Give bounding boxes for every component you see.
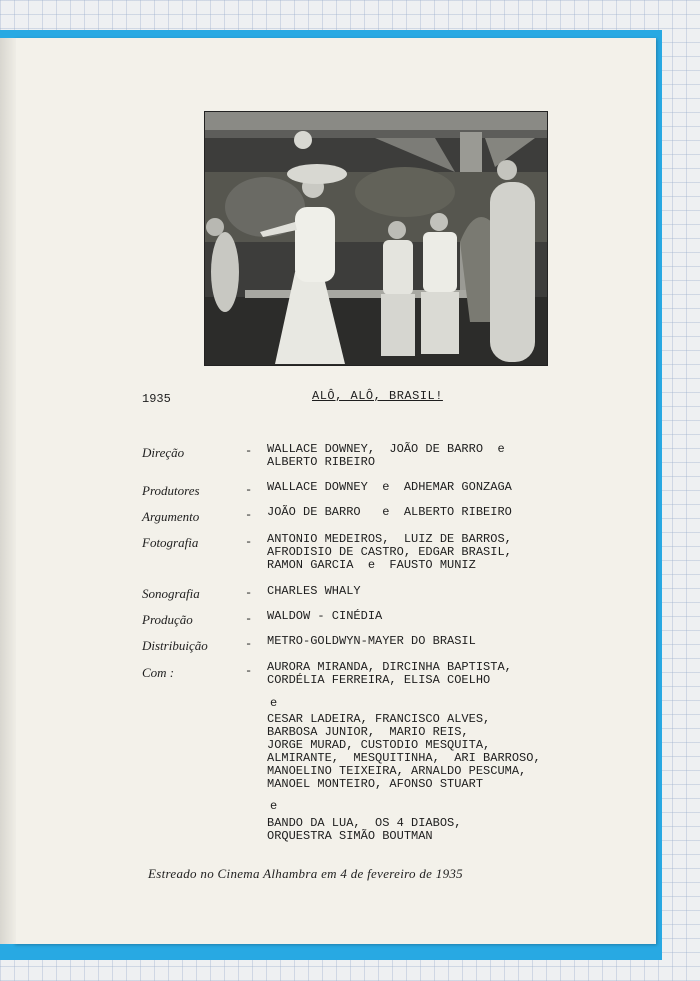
credit-dash: - [245, 637, 253, 651]
credit-value-sound: CHARLES WHALY [267, 584, 361, 598]
credit-label-distribution: Distribuição [142, 638, 208, 653]
credit-dash: - [245, 444, 253, 458]
credit-value-production: WALDOW - CINÉDIA [267, 609, 383, 623]
credit-value-cast: AURORA MIRANDA, DIRCINHA BAPTISTA, CORDÉLIA FERREIRA, ELISA COELHO [267, 660, 512, 687]
premiere-note: Estreado no Cinema Alhambra em 4 de fevereiro de 1935 [148, 866, 463, 881]
credit-label-producers: Produtores [142, 483, 200, 498]
film-title: ALÔ, ALÔ, BRASIL! [312, 389, 443, 403]
credit-label-sound: Sonografia [142, 586, 200, 601]
credit-label-production: Produção [142, 612, 193, 627]
credit-value-distribution: METRO-GOLDWYN-MAYER DO BRASIL [267, 634, 476, 648]
credit-dash: - [245, 586, 253, 600]
credit-dash: - [245, 664, 253, 678]
credit-dash: - [245, 612, 253, 626]
credit-label-photography: Fotografia [142, 535, 199, 550]
cast-conjunction: e [270, 799, 278, 813]
cast-group-3: BANDO DA LUA, OS 4 DIABOS, ORQUESTRA SIMÃO BOUTMAN [267, 816, 462, 843]
credit-label-direction: Direção [142, 445, 185, 460]
cast-conjunction: e [270, 696, 278, 710]
credit-value-producers: WALLACE DOWNEY e ADHEMAR GONZAGA [267, 480, 512, 494]
credit-label-screenplay: Argumento [142, 509, 200, 524]
credit-label-cast: Com : [142, 665, 175, 680]
film-year: 1935 [142, 392, 171, 406]
credit-dash: - [245, 535, 253, 549]
binding-fold [0, 38, 16, 944]
cast-group-2: CESAR LADEIRA, FRANCISCO ALVES, BARBOSA JUNIOR, MARIO REIS, JORGE MURAD, CUSTODIO MESQUITA, ALMIRANTE, MESQUITINHA, ARI BARROSO, MANOELINO TEIXEIRA, ARNALDO PESCUMA, MANOEL MONTEIRO, AFONSO STUART [267, 712, 541, 791]
credit-dash: - [245, 483, 253, 497]
credit-value-photography: ANTONIO MEDEIROS, LUIZ DE BARROS, AFRODISIO DE CASTRO, EDGAR BRASIL, RAMON GARCIA e FAUSTO MUNIZ [267, 532, 512, 572]
film-still-photo [204, 111, 548, 366]
credit-dash: - [245, 508, 253, 522]
credit-value-direction: WALLACE DOWNEY, JOÃO DE BARRO e ALBERTO RIBEIRO [267, 442, 505, 469]
credit-value-screenplay: JOÃO DE BARRO e ALBERTO RIBEIRO [267, 505, 512, 519]
